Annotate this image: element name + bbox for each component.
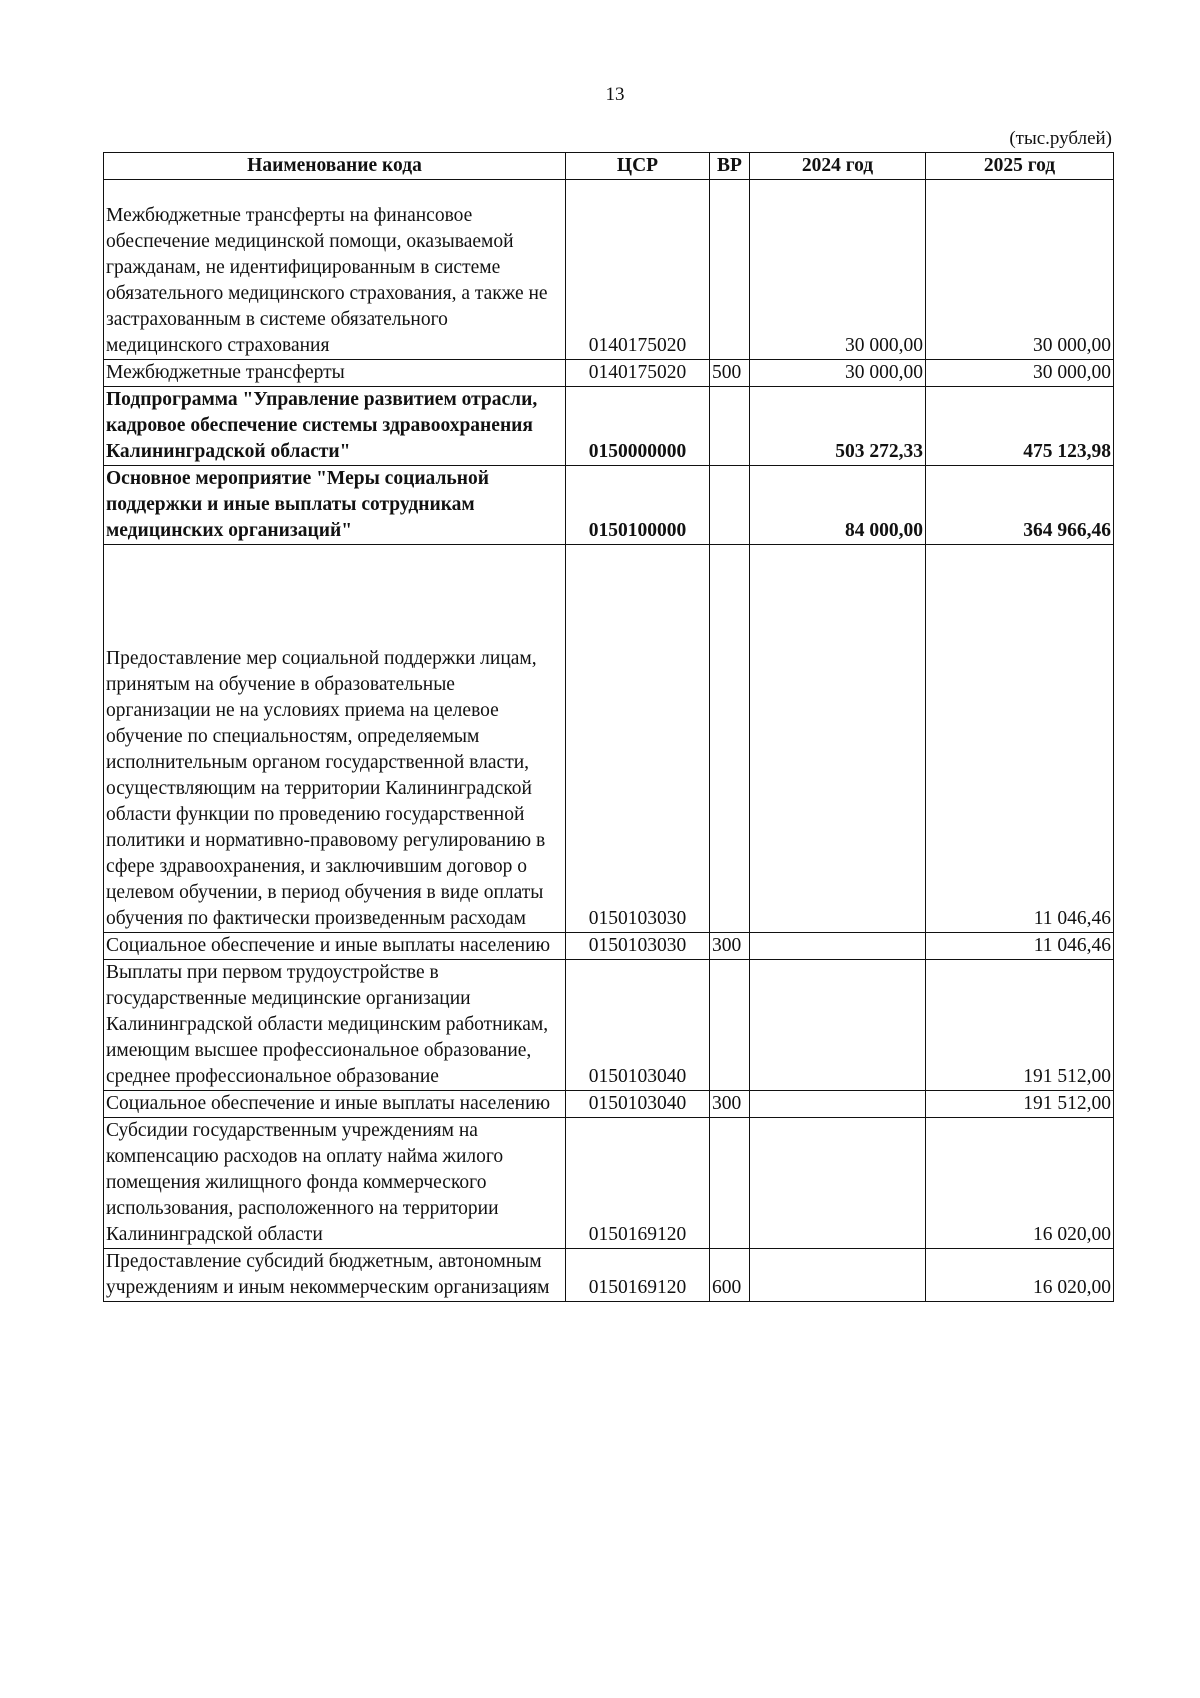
table-header-row [104,153,1114,180]
budget-table [103,152,1114,1302]
table-row [104,1118,1114,1249]
cell-name: Социальное обеспечение и иные выплаты населению [104,1091,566,1118]
header-vr: ВР [710,153,750,180]
cell-2025: 364 966,46 [926,466,1114,545]
cell-name: Предоставление субсидий бюджетным, автономным учреждениям и иным некоммерческим организациям [104,1249,566,1302]
cell-2024: 84 000,00 [750,466,926,545]
cell-2024 [750,545,926,933]
page-number: 13 [605,84,625,105]
cell-2025: 16 020,00 [926,1118,1114,1249]
table-row [104,360,1114,387]
cell-2025: 191 512,00 [926,960,1114,1091]
cell-csr: 0150103040 [566,960,710,1091]
table-row [104,466,1114,545]
cell-csr: 0150100000 [566,466,710,545]
cell-2025: 475 123,98 [926,387,1114,466]
table-row [104,545,1114,933]
cell-2024 [750,933,926,960]
cell-name: Субсидии государственным учреждениям на компенсацию расходов на оплату найма жилого помещения жилищного фонда коммерческого использования, расположенного на территории Калининградской области [104,1118,566,1249]
cell-2025: 16 020,00 [926,1249,1114,1302]
cell-2024 [750,960,926,1091]
cell-2024: 30 000,00 [750,180,926,360]
cell-vr [710,1118,750,1249]
table-row [104,387,1114,466]
cell-name: Подпрограмма "Управление развитием отрасли, кадровое обеспечение системы здравоохранения Калининградской области" [104,387,566,466]
units-label: (тыс.рублей) [1009,128,1112,149]
cell-vr [710,545,750,933]
cell-csr: 0150103030 [566,545,710,933]
cell-vr: 500 [710,360,750,387]
cell-name: Предоставление мер социальной поддержки лицам, принятым на обучение в образовательные организации не на условиях приема на целевое обучение по специальностям, определяемым исполнительным органом государственной власти, осуществляющим на территории Калининградской области функции по проведению государственной политики и нормативно-правовому регулированию в сфере здравоохранения, и заключившим договор о целевом обучении, в период обучения в виде оплаты обучения по фактически произведенным расходам [104,545,566,933]
cell-csr: 0150103040 [566,1091,710,1118]
header-2025: 2025 год [926,153,1114,180]
cell-vr [710,387,750,466]
cell-csr: 0150169120 [566,1118,710,1249]
cell-name: Межбюджетные трансферты [104,360,566,387]
cell-2024 [750,1249,926,1302]
table-row [104,180,1114,360]
table-row [104,1091,1114,1118]
cell-2024: 30 000,00 [750,360,926,387]
cell-vr [710,960,750,1091]
cell-2024 [750,1118,926,1249]
cell-csr: 0140175020 [566,360,710,387]
cell-name: Основное мероприятие "Меры социальной поддержки и иные выплаты сотрудникам медицинских организаций" [104,466,566,545]
header-2024: 2024 год [750,153,926,180]
cell-csr: 0150169120 [566,1249,710,1302]
cell-name: Межбюджетные трансферты на финансовое обеспечение медицинской помощи, оказываемой гражданам, не идентифицированным в системе обязательного медицинского страхования, а также не застрахованным в системе обязательного медицинского страхования [104,180,566,360]
cell-2025: 30 000,00 [926,360,1114,387]
cell-name: Выплаты при первом трудоустройстве в государственные медицинские организации Калининградской области медицинским работникам, имеющим высшее профессиональное образование, среднее профессиональное образование [104,960,566,1091]
cell-csr: 0150000000 [566,387,710,466]
header-name: Наименование кода [104,153,566,180]
table-row [104,933,1114,960]
header-csr: ЦСР [566,153,710,180]
cell-2025: 11 046,46 [926,933,1114,960]
cell-csr: 0150103030 [566,933,710,960]
cell-vr [710,180,750,360]
cell-vr: 300 [710,1091,750,1118]
cell-vr: 300 [710,933,750,960]
cell-name: Социальное обеспечение и иные выплаты населению [104,933,566,960]
cell-2024: 503 272,33 [750,387,926,466]
table-row [104,960,1114,1091]
cell-csr: 0140175020 [566,180,710,360]
cell-2024 [750,1091,926,1118]
cell-vr: 600 [710,1249,750,1302]
cell-2025: 11 046,46 [926,545,1114,933]
table-row [104,1249,1114,1302]
cell-vr [710,466,750,545]
cell-2025: 191 512,00 [926,1091,1114,1118]
cell-2025: 30 000,00 [926,180,1114,360]
